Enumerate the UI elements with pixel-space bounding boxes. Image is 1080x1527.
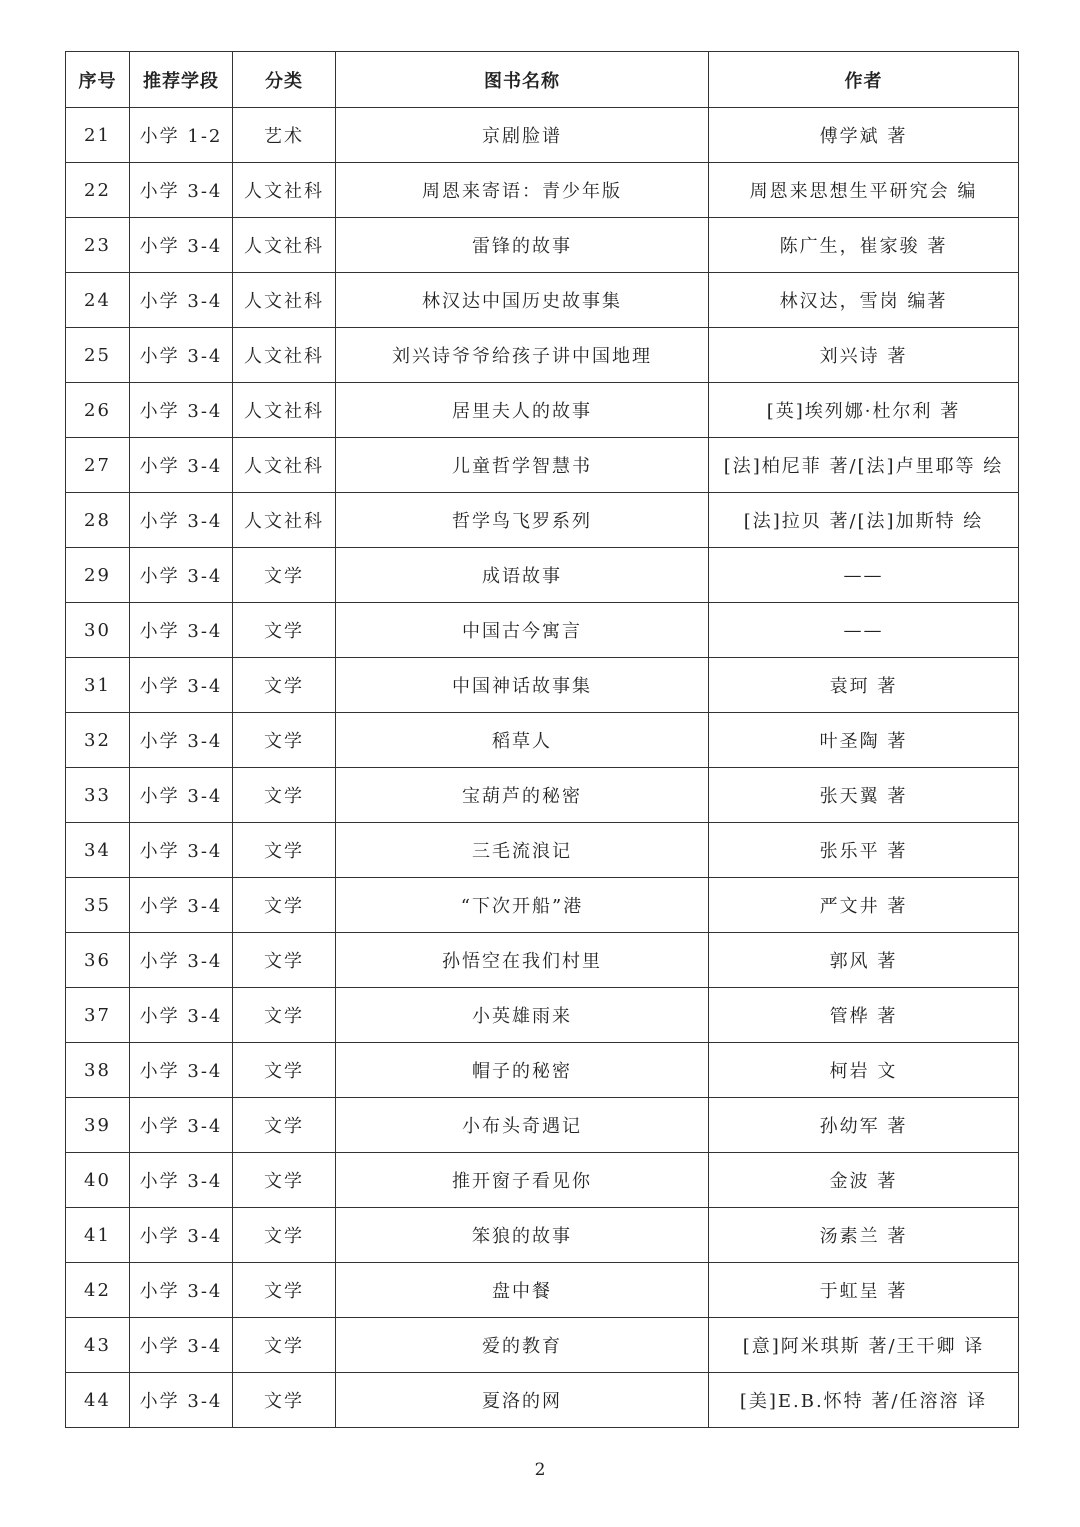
cell-index: 29 <box>66 548 130 603</box>
cell-author: 叶圣陶 著 <box>709 713 1019 768</box>
cell-author: 傅学斌 著 <box>709 108 1019 163</box>
table-row <box>66 218 1019 273</box>
cell-title: “下次开船”港 <box>336 878 709 933</box>
table-row <box>66 1153 1019 1208</box>
cell-stage: 小学 3-4 <box>130 1153 233 1208</box>
cell-index: 40 <box>66 1153 130 1208</box>
cell-title: 中国古今寓言 <box>336 603 709 658</box>
cell-category: 人文社科 <box>233 493 336 548</box>
cell-stage: 小学 3-4 <box>130 1208 233 1263</box>
cell-author: —— <box>709 548 1019 603</box>
cell-index: 23 <box>66 218 130 273</box>
cell-index: 27 <box>66 438 130 493</box>
cell-author: [法]柏尼菲 著/[法]卢里耶等 绘 <box>709 438 1019 493</box>
cell-category: 人文社科 <box>233 218 336 273</box>
book-list-table <box>65 51 1019 1428</box>
header-author: 作者 <box>709 52 1019 108</box>
cell-title: 儿童哲学智慧书 <box>336 438 709 493</box>
cell-author: 陈广生，崔家骏 著 <box>709 218 1019 273</box>
cell-category: 人文社科 <box>233 163 336 218</box>
table-row <box>66 1043 1019 1098</box>
cell-category: 人文社科 <box>233 328 336 383</box>
cell-title: 夏洛的网 <box>336 1373 709 1428</box>
cell-title: 推开窗子看见你 <box>336 1153 709 1208</box>
cell-stage: 小学 3-4 <box>130 823 233 878</box>
cell-title: 京剧脸谱 <box>336 108 709 163</box>
table-row <box>66 933 1019 988</box>
cell-author: 严文井 著 <box>709 878 1019 933</box>
cell-category: 文学 <box>233 1208 336 1263</box>
cell-author: 汤素兰 著 <box>709 1208 1019 1263</box>
cell-category: 文学 <box>233 1318 336 1373</box>
cell-author: [英]埃列娜·杜尔利 著 <box>709 383 1019 438</box>
cell-title: 成语故事 <box>336 548 709 603</box>
table-row <box>66 878 1019 933</box>
cell-author: 林汉达，雪岗 编著 <box>709 273 1019 328</box>
cell-stage: 小学 3-4 <box>130 603 233 658</box>
cell-author: 郭风 著 <box>709 933 1019 988</box>
cell-category: 文学 <box>233 823 336 878</box>
cell-index: 39 <box>66 1098 130 1153</box>
cell-stage: 小学 3-4 <box>130 658 233 713</box>
cell-index: 32 <box>66 713 130 768</box>
cell-category: 人文社科 <box>233 383 336 438</box>
cell-author: 金波 著 <box>709 1153 1019 1208</box>
cell-index: 37 <box>66 988 130 1043</box>
table-row <box>66 493 1019 548</box>
cell-author: 袁珂 著 <box>709 658 1019 713</box>
cell-category: 文学 <box>233 768 336 823</box>
cell-stage: 小学 3-4 <box>130 493 233 548</box>
cell-stage: 小学 3-4 <box>130 713 233 768</box>
cell-index: 42 <box>66 1263 130 1318</box>
table-row <box>66 328 1019 383</box>
cell-category: 文学 <box>233 658 336 713</box>
table-row <box>66 108 1019 163</box>
table-row <box>66 988 1019 1043</box>
table-row <box>66 823 1019 878</box>
cell-index: 22 <box>66 163 130 218</box>
table-row <box>66 1098 1019 1153</box>
cell-title: 稻草人 <box>336 713 709 768</box>
cell-author: —— <box>709 603 1019 658</box>
table-row <box>66 438 1019 493</box>
page-number: 2 <box>534 1460 546 1480</box>
cell-author: 于虹呈 著 <box>709 1263 1019 1318</box>
cell-author: 管桦 著 <box>709 988 1019 1043</box>
cell-title: 爱的教育 <box>336 1318 709 1373</box>
cell-author: 孙幼军 著 <box>709 1098 1019 1153</box>
cell-author: 周恩来思想生平研究会 编 <box>709 163 1019 218</box>
cell-stage: 小学 3-4 <box>130 1098 233 1153</box>
cell-stage: 小学 3-4 <box>130 218 233 273</box>
cell-index: 28 <box>66 493 130 548</box>
table-row <box>66 713 1019 768</box>
cell-title: 宝葫芦的秘密 <box>336 768 709 823</box>
cell-index: 21 <box>66 108 130 163</box>
cell-stage: 小学 3-4 <box>130 383 233 438</box>
cell-index: 31 <box>66 658 130 713</box>
table-row <box>66 658 1019 713</box>
table-row <box>66 163 1019 218</box>
cell-index: 44 <box>66 1373 130 1428</box>
cell-index: 36 <box>66 933 130 988</box>
table-row <box>66 768 1019 823</box>
cell-category: 文学 <box>233 548 336 603</box>
cell-stage: 小学 3-4 <box>130 1263 233 1318</box>
cell-title: 小英雄雨来 <box>336 988 709 1043</box>
table-row <box>66 1318 1019 1373</box>
table-body <box>66 108 1019 1428</box>
cell-index: 41 <box>66 1208 130 1263</box>
cell-stage: 小学 3-4 <box>130 1373 233 1428</box>
cell-category: 人文社科 <box>233 273 336 328</box>
cell-title: 小布头奇遇记 <box>336 1098 709 1153</box>
cell-title: 居里夫人的故事 <box>336 383 709 438</box>
cell-category: 文学 <box>233 603 336 658</box>
cell-index: 25 <box>66 328 130 383</box>
cell-title: 孙悟空在我们村里 <box>336 933 709 988</box>
cell-category: 文学 <box>233 878 336 933</box>
cell-stage: 小学 3-4 <box>130 768 233 823</box>
cell-author: [法]拉贝 著/[法]加斯特 绘 <box>709 493 1019 548</box>
cell-stage: 小学 3-4 <box>130 273 233 328</box>
header-category: 分类 <box>233 52 336 108</box>
cell-title: 林汉达中国历史故事集 <box>336 273 709 328</box>
cell-category: 人文社科 <box>233 438 336 493</box>
cell-title: 三毛流浪记 <box>336 823 709 878</box>
cell-author: 张天翼 著 <box>709 768 1019 823</box>
cell-author: 刘兴诗 著 <box>709 328 1019 383</box>
cell-title: 盘中餐 <box>336 1263 709 1318</box>
cell-stage: 小学 1-2 <box>130 108 233 163</box>
cell-stage: 小学 3-4 <box>130 438 233 493</box>
header-title: 图书名称 <box>336 52 709 108</box>
cell-category: 文学 <box>233 1098 336 1153</box>
cell-category: 文学 <box>233 988 336 1043</box>
cell-title: 雷锋的故事 <box>336 218 709 273</box>
cell-index: 38 <box>66 1043 130 1098</box>
cell-title: 周恩来寄语：青少年版 <box>336 163 709 218</box>
cell-stage: 小学 3-4 <box>130 878 233 933</box>
cell-index: 43 <box>66 1318 130 1373</box>
cell-stage: 小学 3-4 <box>130 1318 233 1373</box>
cell-category: 文学 <box>233 1153 336 1208</box>
cell-stage: 小学 3-4 <box>130 548 233 603</box>
table-header-row <box>66 52 1019 108</box>
table-row <box>66 1208 1019 1263</box>
table-row <box>66 273 1019 328</box>
cell-index: 35 <box>66 878 130 933</box>
cell-title: 刘兴诗爷爷给孩子讲中国地理 <box>336 328 709 383</box>
cell-stage: 小学 3-4 <box>130 163 233 218</box>
cell-index: 30 <box>66 603 130 658</box>
cell-category: 文学 <box>233 713 336 768</box>
cell-category: 文学 <box>233 1373 336 1428</box>
cell-author: [美]E.B.怀特 著/任溶溶 译 <box>709 1373 1019 1428</box>
table-row <box>66 383 1019 438</box>
cell-category: 艺术 <box>233 108 336 163</box>
cell-title: 帽子的秘密 <box>336 1043 709 1098</box>
cell-index: 34 <box>66 823 130 878</box>
cell-category: 文学 <box>233 933 336 988</box>
cell-stage: 小学 3-4 <box>130 328 233 383</box>
cell-author: [意]阿米琪斯 著/王干卿 译 <box>709 1318 1019 1373</box>
cell-index: 24 <box>66 273 130 328</box>
table-row <box>66 1373 1019 1428</box>
header-stage: 推荐学段 <box>130 52 233 108</box>
cell-stage: 小学 3-4 <box>130 1043 233 1098</box>
cell-stage: 小学 3-4 <box>130 988 233 1043</box>
cell-author: 张乐平 著 <box>709 823 1019 878</box>
cell-title: 中国神话故事集 <box>336 658 709 713</box>
cell-author: 柯岩 文 <box>709 1043 1019 1098</box>
cell-category: 文学 <box>233 1043 336 1098</box>
cell-stage: 小学 3-4 <box>130 933 233 988</box>
header-index: 序号 <box>66 52 130 108</box>
cell-index: 26 <box>66 383 130 438</box>
cell-title: 哲学鸟飞罗系列 <box>336 493 709 548</box>
cell-category: 文学 <box>233 1263 336 1318</box>
table-row <box>66 548 1019 603</box>
table-row <box>66 603 1019 658</box>
table-row <box>66 1263 1019 1318</box>
cell-title: 笨狼的故事 <box>336 1208 709 1263</box>
cell-index: 33 <box>66 768 130 823</box>
